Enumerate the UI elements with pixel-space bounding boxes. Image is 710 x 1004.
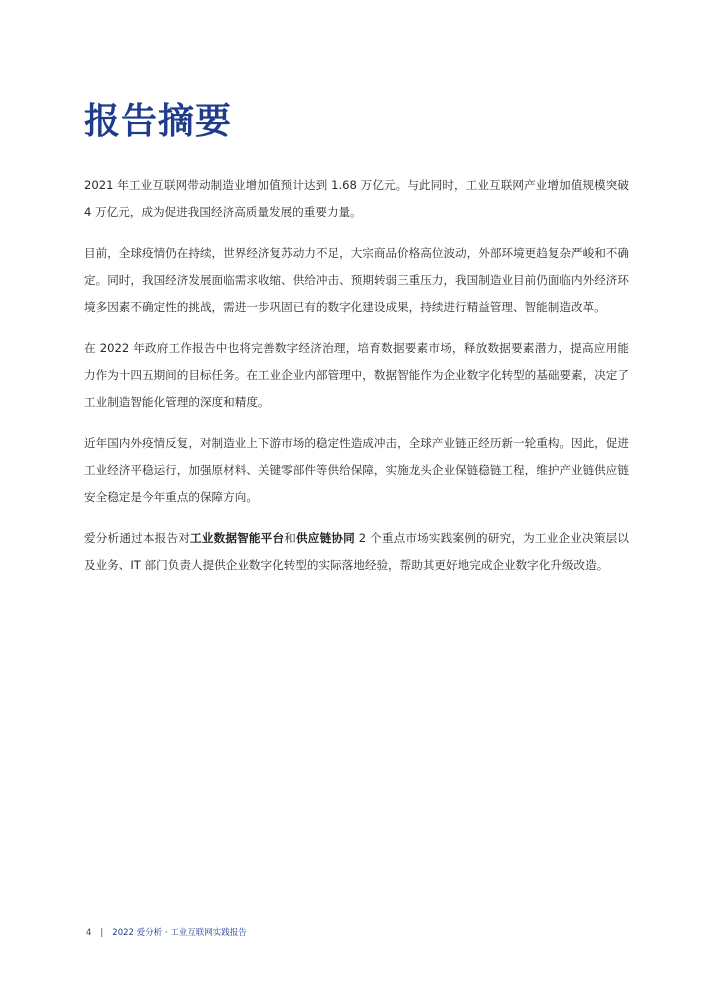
page-title: 报告摘要 <box>84 101 233 142</box>
highlight-industrial-data-platform: 工业数据智能平台 <box>190 531 285 545</box>
paragraph-5 <box>84 525 629 579</box>
paragraph-5-middle: 和 <box>284 531 297 545</box>
page-number: 4 <box>86 928 92 938</box>
paragraph-5-suffix: 2 个重点市场实践案例的研究，为工业企业决策层以及业务、IT 部门负责人提供企业数字化转型的实际落地经验，帮助其更好地完成企业数字化升级改造。 <box>84 531 629 572</box>
paragraph-2: 目前，全球疫情仍在持续，世界经济复苏动力不足，大宗商品价格高位波动，外部环境更趋复杂严峻和不确定。同时，我国经济发展面临需求收缩、供给冲击、预期转弱三重压力，我国制造业目前仍面临内外经济环境多因素不确定性的挑战，需进一步巩固已有的数字化建设成果，持续进行精益管理、智能制造改革。 <box>84 246 629 314</box>
paragraph-5-prefix: 爱分析通过本报告对 <box>84 531 191 545</box>
paragraph-1: 2021 年工业互联网带动制造业增加值预计达到 1.68 万亿元。与此同时，工业互联网产业增加值规模突破 4 万亿元，成为促进我国经济高质量发展的重要力量。 <box>84 178 629 219</box>
page-footer <box>86 926 247 940</box>
summary-body <box>84 172 629 593</box>
report-name: 2022 爱分析 · 工业互联网实践报告 <box>112 928 247 938</box>
paragraph-4: 近年国内外疫情反复，对制造业上下游市场的稳定性造成冲击，全球产业链正经历新一轮重构。因此，促进工业经济平稳运行，加强原材料、关键零部件等供给保障，实施龙头企业保链稳链工程，维护产业链供应链安全稳定是今年重点的保障方向。 <box>84 436 629 504</box>
highlight-supply-chain: 供应链协同 <box>296 531 355 545</box>
paragraph-3: 在 2022 年政府工作报告中也将完善数字经济治理，培育数据要素市场，释放数据要素潜力，提高应用能力作为十四五期间的目标任务。在工业企业内部管理中，数据智能作为企业数字化转型的基础要素，决定了工业制造智能化管理的深度和精度。 <box>84 341 629 409</box>
footer-separator: | <box>100 928 104 938</box>
